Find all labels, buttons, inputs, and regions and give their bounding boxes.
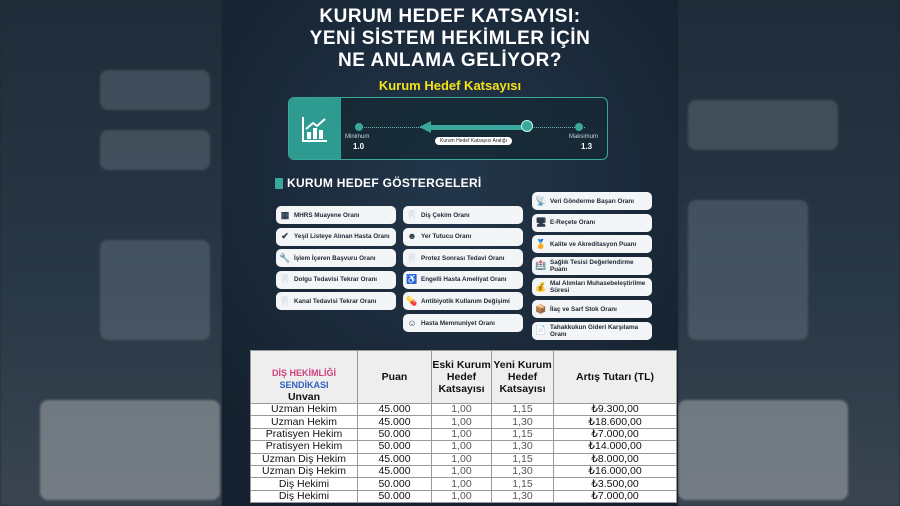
table-row xyxy=(251,416,677,428)
blurred-background-right xyxy=(678,0,900,506)
max-value: 1.3 xyxy=(581,142,593,151)
indicator-label: İşlem İçeren Başvuru Oranı xyxy=(294,254,376,262)
table-row xyxy=(251,428,677,440)
table-cell: 50.000 xyxy=(358,478,432,490)
indicator-label: Veri Gönderme Başarı Oranı xyxy=(550,197,634,205)
indicator-item xyxy=(532,235,652,253)
table-cell: 1,00 xyxy=(432,490,492,502)
min-value: 1.0 xyxy=(353,142,365,151)
table-cell: 50.000 xyxy=(358,441,432,453)
table-cell: ₺16.000,00 xyxy=(554,465,677,477)
money-bag-icon: 💰 xyxy=(535,281,547,292)
table-cell: 1,15 xyxy=(492,478,554,490)
table-row xyxy=(251,490,677,502)
subtitle: Kurum Hedef Katsayısı xyxy=(378,78,522,93)
table-cell: Diş Hekimi xyxy=(251,478,358,490)
title-line: NE ANLAMA GELİYOR? xyxy=(338,50,562,71)
header-increase: Artış Tutarı (TL) xyxy=(554,351,677,404)
indicator-item xyxy=(532,322,652,340)
table-cell: 1,15 xyxy=(492,404,554,416)
table-cell: 1,15 xyxy=(492,453,554,465)
union-logo xyxy=(251,367,357,391)
min-label: Minimum xyxy=(345,134,370,140)
indicator-label: Yer Tutucu Oranı xyxy=(421,233,472,241)
table-cell: 1,30 xyxy=(492,490,554,502)
indicator-item xyxy=(403,271,523,289)
current-value-dot xyxy=(521,120,533,132)
indicator-label: Engelli Hasta Ameliyat Oranı xyxy=(421,276,507,284)
indicator-item xyxy=(403,249,523,267)
table-cell: ₺7.000,00 xyxy=(554,428,677,440)
indicator-item xyxy=(276,271,396,289)
indicator-label: Hasta Memnuniyet Oranı xyxy=(421,319,495,327)
table-cell: ₺3.500,00 xyxy=(554,478,677,490)
header-old-coef: Eski Kurum Hedef Katsayısı xyxy=(432,351,492,404)
max-dot xyxy=(575,123,583,131)
table-cell: 1,00 xyxy=(432,416,492,428)
indicator-item xyxy=(403,228,523,246)
table-row xyxy=(251,453,677,465)
range-label: Kurum Hedef Katsayısı Aralığı xyxy=(435,137,512,145)
table-cell: Uzman Hekim xyxy=(251,416,358,428)
min-dot xyxy=(355,123,363,131)
tooth-icon: 🦷 xyxy=(406,252,418,263)
clipboard-icon xyxy=(275,178,283,189)
indicator-label: E-Reçete Oranı xyxy=(550,219,596,227)
table-cell: ₺14.000,00 xyxy=(554,441,677,453)
document-icon: 📄 xyxy=(535,325,547,336)
table-row xyxy=(251,404,677,416)
section-title-text: KURUM HEDEF GÖSTERGELERİ xyxy=(287,176,482,190)
table-row xyxy=(251,441,677,453)
title-line: YENİ SİSTEM HEKİMLER İÇİN xyxy=(309,28,591,49)
table-cell: 1,30 xyxy=(492,416,554,428)
indicator-item xyxy=(532,278,652,296)
indicator-item xyxy=(403,314,523,332)
indicator-label: Dolgu Tedavisi Tekrar Oranı xyxy=(294,276,378,284)
table-cell: 45.000 xyxy=(358,453,432,465)
indicator-label: İlaç ve Sarf Stok Oranı xyxy=(550,305,617,313)
indicator-item xyxy=(403,292,523,310)
indicator-label: Yeşil Listeye Alınan Hasta Oranı xyxy=(294,233,390,241)
indicator-label: Sağlık Tesisi Değerlendirme Puanı xyxy=(550,258,634,273)
table-row xyxy=(251,465,677,477)
header-text: Unvan xyxy=(287,391,321,403)
coefficient-range-graphic xyxy=(288,97,608,160)
box-icon: 📦 xyxy=(535,303,547,314)
table-cell: Pratisyen Hekim xyxy=(251,428,358,440)
header-unvan xyxy=(251,351,358,404)
table-cell: Diş Hekimi xyxy=(251,490,358,502)
table-cell: ₺18.600,00 xyxy=(554,416,677,428)
logo-line: DİŞ HEKİMLİĞİ xyxy=(271,368,336,378)
table-cell: Uzman Hekim xyxy=(251,404,358,416)
indicator-item xyxy=(276,228,396,246)
indicator-label: MHRS Muayene Oranı xyxy=(294,211,360,219)
table-cell: 50.000 xyxy=(358,428,432,440)
table-cell: 1,00 xyxy=(432,465,492,477)
indicator-item xyxy=(403,206,523,224)
table-cell: ₺9.300,00 xyxy=(554,404,677,416)
satellite-icon: 📡 xyxy=(535,195,547,206)
table-cell: 1,15 xyxy=(492,428,554,440)
indicator-label: Diş Çekim Oranı xyxy=(421,211,470,219)
indicator-label: Antibiyotik Kullanım Değişimi xyxy=(421,297,510,305)
calendar-icon: ▦ xyxy=(280,209,290,220)
table-cell: ₺8.000,00 xyxy=(554,453,677,465)
table-cell: 1,30 xyxy=(492,465,554,477)
check-circle-icon: ✔ xyxy=(281,231,289,242)
table-cell: 1,00 xyxy=(432,428,492,440)
table-cell: 1,00 xyxy=(432,404,492,416)
indicator-item xyxy=(532,214,652,232)
table-cell: 1,00 xyxy=(432,478,492,490)
section-title xyxy=(275,176,482,190)
tooth-icon: 🦷 xyxy=(279,274,291,285)
table-cell: Pratisyen Hekim xyxy=(251,441,358,453)
smile-icon: ☺ xyxy=(407,317,417,328)
indicator-label: Kanal Tedavisi Tekrar Oranı xyxy=(294,297,377,305)
table-cell: 50.000 xyxy=(358,490,432,502)
hospital-icon: 🏥 xyxy=(535,260,547,271)
wheelchair-icon: ♿ xyxy=(406,274,418,285)
logo-line: SENDİKASI xyxy=(279,380,329,390)
table-cell: 1,00 xyxy=(432,453,492,465)
max-label: Maksimum xyxy=(569,134,599,140)
title-line: KURUM HEDEF KATSAYISI: xyxy=(319,6,581,27)
table-cell: 45.000 xyxy=(358,465,432,477)
table-row xyxy=(251,478,677,490)
indicator-item xyxy=(532,257,652,275)
indicator-item xyxy=(276,206,396,224)
header-puan: Puan xyxy=(358,351,432,404)
indicator-label: Tahakkukun Gideri Karşılama Oranı xyxy=(550,323,639,338)
indicator-item xyxy=(532,192,652,210)
table-cell: ₺7.000,00 xyxy=(554,490,677,502)
indicator-label: Protez Sonrası Tedavi Oranı xyxy=(421,254,505,262)
indicator-item xyxy=(276,292,396,310)
indicator-item xyxy=(276,249,396,267)
tooth-icon: 🦷 xyxy=(406,209,418,220)
table-cell: Uzman Diş Hekim xyxy=(251,465,358,477)
chart-growth-icon xyxy=(289,98,341,159)
indicator-label: Mal Alımları Muhasebeleştirilme Süresi xyxy=(550,280,646,295)
table-cell: 45.000 xyxy=(358,404,432,416)
indicator-label: Kalite ve Akreditasyon Puanı xyxy=(550,240,637,248)
monitor-icon: 🖥 xyxy=(535,217,547,228)
blurred-background-left xyxy=(0,0,222,506)
table-cell: 45.000 xyxy=(358,416,432,428)
award-icon: 🏅 xyxy=(535,238,547,249)
coefficient-table xyxy=(250,350,677,503)
header-new-coef: Yeni Kurum Hedef Katsayısı xyxy=(492,351,554,404)
table-cell: 1,30 xyxy=(492,441,554,453)
indicator-item xyxy=(532,300,652,318)
table-cell: Uzman Diş Hekim xyxy=(251,453,358,465)
main-title xyxy=(222,6,678,72)
infographic-panel xyxy=(222,0,678,506)
wrench-icon: 🔧 xyxy=(279,252,291,263)
baby-icon: ☻ xyxy=(407,231,417,242)
tooth-icon: 🦷 xyxy=(279,295,291,306)
pill-icon: 💊 xyxy=(406,295,418,306)
table-cell: 1,00 xyxy=(432,441,492,453)
